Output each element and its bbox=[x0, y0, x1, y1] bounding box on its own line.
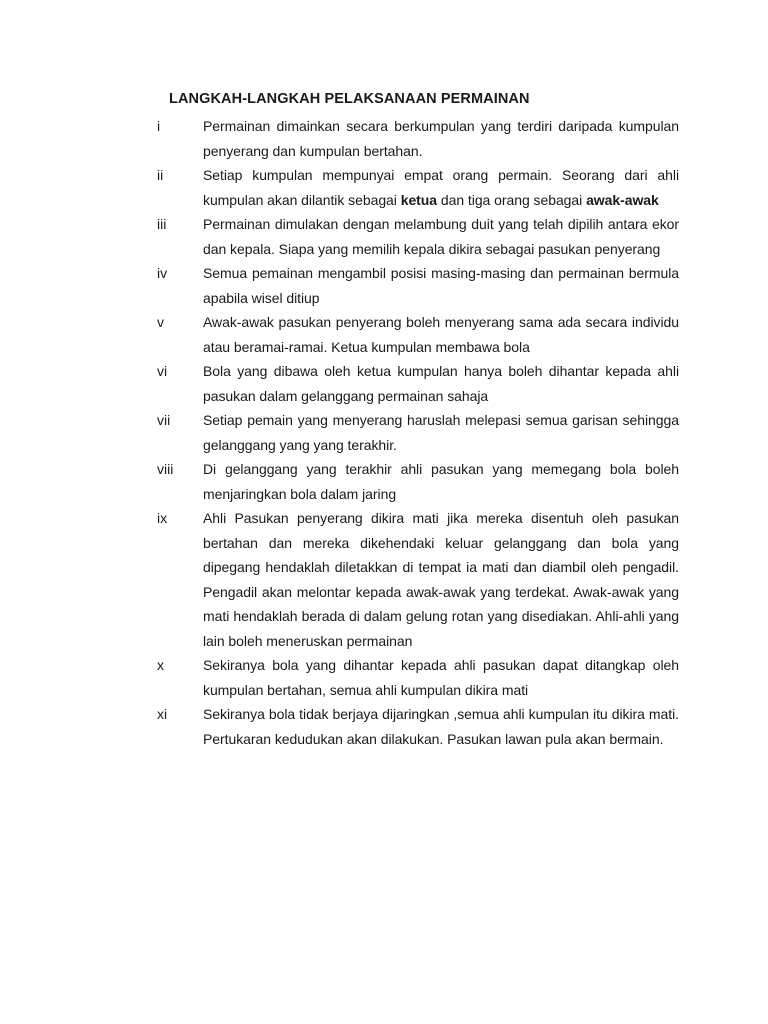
step-item bbox=[157, 702, 679, 751]
step-text-part: Setiap kumpulan mempunyai empat orang permain. Seorang dari ahli kumpulan akan dilantik sebagai bbox=[203, 167, 679, 208]
step-text: Ahli Pasukan penyerang dikira mati jika mereka disentuh oleh pasukan bertahan dan mereka dikehendaki keluar gelanggang dan bola yang dipegang hendaklah diletakkan di tempat ia mati dan diambil oleh pengadil. Pengadil akan melontar kepada awak-awak yang terdekat. Awak-awak yang mati hendaklah berada di dalam gelung rotan yang disediakan. Ahli-ahli yang lain boleh meneruskan permainan bbox=[203, 510, 679, 649]
step-text: Awak-awak pasukan penyerang boleh menyerang sama ada secara individu atau beramai-ramai. Ketua kumpulan membawa bola bbox=[203, 314, 679, 355]
step-text: Permainan dimulakan dengan melambung duit yang telah dipilih antara ekor dan kepala. Siapa yang memilih kepala dikira sebagai pasukan penyerang bbox=[203, 216, 679, 257]
step-text-part: dan tiga orang sebagai bbox=[437, 191, 587, 208]
step-number: vi bbox=[157, 363, 168, 379]
step-text: Sekiranya bola tidak berjaya dijaringkan ,semua ahli kumpulan itu dikira mati. Pertukaran kedudukan akan dilakukan. Pasukan lawan pula akan bermain. bbox=[203, 706, 679, 747]
step-number: v bbox=[157, 314, 164, 330]
step-number: ii bbox=[157, 167, 164, 183]
step-item bbox=[157, 261, 679, 310]
step-text: Sekiranya bola yang dihantar kepada ahli pasukan dapat ditangkap oleh kumpulan bertahan, semua ahli kumpulan dikira mati bbox=[203, 657, 679, 698]
step-item bbox=[157, 457, 679, 506]
step-number: x bbox=[157, 657, 164, 673]
step-item bbox=[157, 212, 679, 261]
step-item bbox=[157, 653, 679, 702]
step-number: viii bbox=[157, 461, 174, 477]
step-text: Bola yang dibawa oleh ketua kumpulan hanya boleh dihantar kepada ahli pasukan dalam gelanggang permainan sahaja bbox=[203, 363, 679, 404]
step-text: Permainan dimainkan secara berkumpulan yang terdiri daripada kumpulan penyerang dan kumpulan bertahan. bbox=[203, 118, 679, 159]
step-item bbox=[157, 408, 679, 457]
step-item bbox=[157, 114, 679, 163]
step-number: vii bbox=[157, 412, 171, 428]
step-number: iii bbox=[157, 216, 167, 232]
step-text: Di gelanggang yang terakhir ahli pasukan yang memegang bola boleh menjaringkan bola dalam jaring bbox=[203, 461, 679, 502]
step-text: Semua pemainan mengambil posisi masing-masing dan permainan bermula apabila wisel ditiup bbox=[203, 265, 679, 306]
step-item bbox=[157, 506, 679, 653]
document-title: LANGKAH-LANGKAH PELAKSANAAN PERMAINAN bbox=[169, 91, 530, 107]
step-number: iv bbox=[157, 265, 168, 281]
step-text: Setiap pemain yang menyerang haruslah melepasi semua garisan sehingga gelanggang yang yang terakhir. bbox=[203, 412, 679, 453]
steps-list bbox=[157, 114, 679, 751]
step-text bbox=[203, 163, 679, 212]
step-item bbox=[157, 163, 679, 212]
bold-term-awak-awak: awak-awak bbox=[586, 191, 659, 208]
step-item bbox=[157, 359, 679, 408]
step-number: xi bbox=[157, 706, 168, 722]
step-number: i bbox=[157, 118, 161, 134]
step-item bbox=[157, 310, 679, 359]
bold-term-ketua: ketua bbox=[400, 191, 438, 208]
step-number: ix bbox=[157, 510, 168, 526]
